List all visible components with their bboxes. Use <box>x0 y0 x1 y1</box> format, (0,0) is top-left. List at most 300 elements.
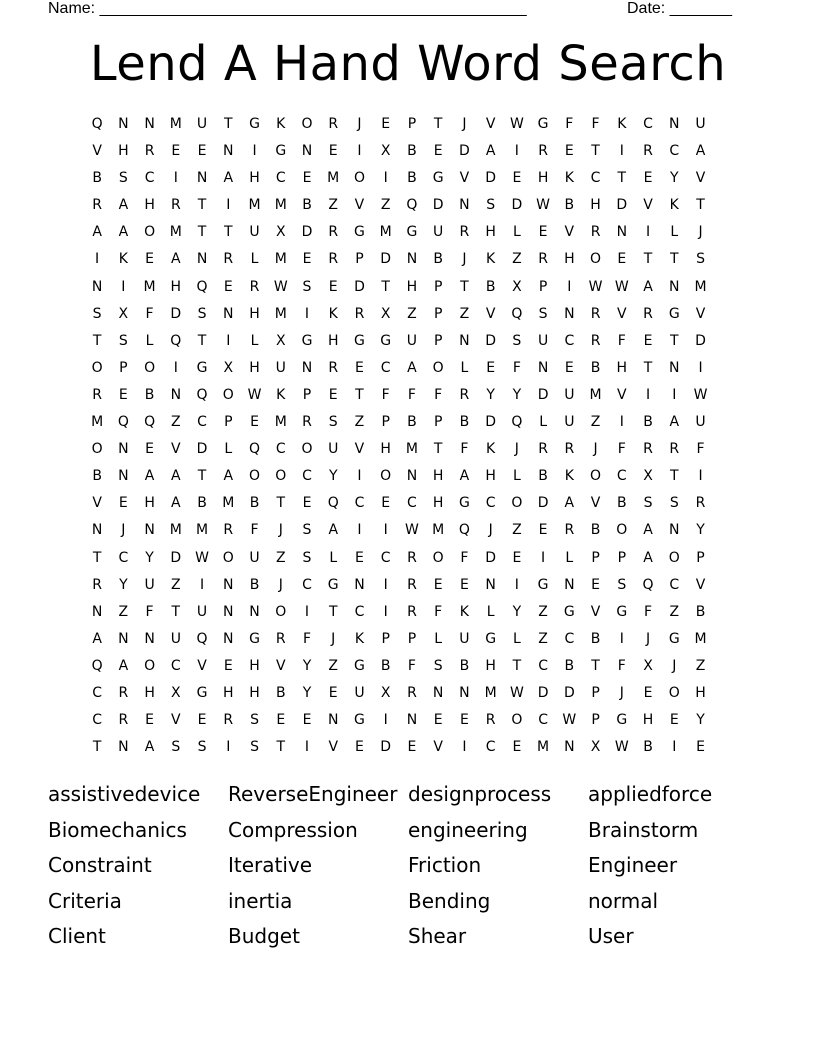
grid-letter: Q <box>511 414 523 431</box>
grid-row <box>84 683 740 710</box>
grid-letter: E <box>407 739 417 756</box>
grid-letter: F <box>407 386 416 403</box>
grid-letter: H <box>170 278 182 295</box>
grid-letter: H <box>432 495 444 512</box>
grid-letter: W <box>273 278 288 295</box>
grid-letter: R <box>118 684 129 701</box>
grid-letter: B <box>643 739 653 756</box>
grid-letter: I <box>383 170 388 187</box>
grid-letter: S <box>433 657 443 674</box>
grid-letter: A <box>223 468 234 485</box>
word-list-item: User <box>588 924 634 949</box>
grid-letter: V <box>433 739 443 756</box>
grid-letter: M <box>169 224 182 241</box>
grid-row <box>84 466 740 493</box>
grid-letter: I <box>462 739 467 756</box>
grid-letter: N <box>537 359 549 376</box>
grid-letter: D <box>485 332 497 349</box>
grid-letter: N <box>669 116 680 132</box>
grid-letter: F <box>302 630 312 647</box>
grid-letter: W <box>588 278 603 295</box>
grid-letter: U <box>144 576 155 593</box>
word-list-item: Engineer <box>588 853 678 878</box>
grid-letter: K <box>564 468 574 485</box>
grid-letter: B <box>485 278 496 295</box>
grid-letter: V <box>354 441 365 458</box>
grid-letter: B <box>407 414 417 431</box>
grid-letter: N <box>118 116 129 132</box>
grid-letter: P <box>591 684 600 701</box>
grid-letter: F <box>696 441 705 458</box>
grid-letter: T <box>92 739 102 756</box>
grid-letter: M <box>143 278 156 295</box>
grid-letter: E <box>118 495 128 512</box>
grid-letter: C <box>538 657 548 674</box>
grid-letter: T <box>276 495 286 512</box>
grid-letter: H <box>144 495 155 512</box>
grid-letter: E <box>328 386 338 403</box>
grid-letter: X <box>380 305 391 322</box>
grid-letter: A <box>223 170 234 187</box>
grid-letter: R <box>669 441 680 458</box>
grid-letter: U <box>433 224 444 241</box>
grid-letter: A <box>171 495 181 512</box>
grid-letter: X <box>643 468 653 485</box>
grid-letter: E <box>223 278 233 295</box>
grid-letter: R <box>407 684 417 701</box>
grid-letter: O <box>144 657 156 674</box>
word-list-item: Brainstorm <box>588 817 699 842</box>
grid-letter: D <box>432 197 444 214</box>
grid-letter: Y <box>486 386 495 403</box>
grid-row <box>84 385 740 412</box>
grid-letter: B <box>538 468 548 485</box>
grid-letter: W <box>195 549 209 566</box>
grid-letter: N <box>223 630 234 647</box>
grid-letter: G <box>563 603 575 620</box>
grid-letter: D <box>170 549 182 566</box>
grid-letter: Y <box>145 549 154 566</box>
grid-letter: T <box>92 332 102 349</box>
grid-letter: T <box>617 170 627 187</box>
word-list-item: Budget <box>228 924 300 949</box>
grid-row <box>84 737 740 764</box>
grid-letter: R <box>459 386 470 403</box>
grid-letter: C <box>92 684 102 701</box>
grid-letter: Z <box>171 414 181 431</box>
grid-letter: B <box>249 576 260 593</box>
grid-letter: E <box>302 251 312 268</box>
grid-letter: T <box>433 441 443 458</box>
grid-letter: Q <box>170 332 182 349</box>
grid-letter: Z <box>328 197 339 214</box>
grid-letter: E <box>223 657 233 674</box>
grid-letter: V <box>92 143 102 160</box>
grid-letter: I <box>95 251 100 268</box>
grid-letter: P <box>696 549 705 566</box>
grid-letter: N <box>196 170 208 187</box>
grid-letter: D <box>196 441 208 458</box>
grid-letter: Z <box>695 657 706 674</box>
grid-letter: N <box>223 576 234 593</box>
grid-letter: V <box>171 441 181 458</box>
grid-letter: B <box>643 414 653 431</box>
grid-letter: P <box>433 332 443 349</box>
grid-letter: H <box>485 468 496 485</box>
grid-letter: S <box>302 278 312 295</box>
grid-letter: P <box>381 630 390 647</box>
grid-letter: L <box>460 359 469 376</box>
grid-letter: N <box>144 630 155 647</box>
grid-letter: C <box>380 549 391 566</box>
grid-letter: R <box>328 359 339 376</box>
grid-letter: G <box>668 305 680 322</box>
grid-letter: I <box>514 143 519 160</box>
grid-letter: B <box>144 386 155 403</box>
grid-letter: R <box>92 386 102 403</box>
grid-letter: N <box>616 224 628 241</box>
grid-letter: E <box>538 522 548 539</box>
grid-letter: U <box>406 332 418 349</box>
grid-letter: D <box>695 332 706 349</box>
grid-letter: X <box>380 143 391 160</box>
grid-letter: P <box>224 414 233 431</box>
grid-letter: R <box>223 251 234 268</box>
grid-letter: B <box>380 657 391 674</box>
grid-letter: M <box>248 197 261 214</box>
grid-letter: P <box>355 251 364 268</box>
grid-letter: Q <box>117 414 129 431</box>
grid-letter: E <box>512 549 522 566</box>
grid-letter: P <box>302 386 312 403</box>
grid-row <box>84 548 740 575</box>
grid-letter: B <box>433 251 443 268</box>
grid-letter: I <box>672 739 677 756</box>
grid-letter: E <box>276 712 286 729</box>
grid-letter: A <box>669 414 680 431</box>
grid-letter: R <box>695 495 706 512</box>
grid-letter: D <box>459 143 470 160</box>
grid-letter: X <box>223 359 234 376</box>
grid-letter: F <box>434 386 443 403</box>
grid-letter: C <box>538 712 548 729</box>
grid-letter: T <box>276 739 286 756</box>
grid-letter: L <box>565 549 574 566</box>
grid-letter: K <box>328 305 338 322</box>
grid-row <box>84 656 740 683</box>
grid-letter: L <box>434 630 443 647</box>
grid-letter: Z <box>590 414 601 431</box>
word-list-item: Compression <box>228 817 358 842</box>
grid-letter: F <box>644 603 653 620</box>
grid-letter: H <box>380 441 391 458</box>
grid-letter: T <box>460 278 469 295</box>
grid-letter: R <box>485 712 496 729</box>
grid-letter: A <box>92 630 102 647</box>
grid-letter: S <box>669 495 679 512</box>
grid-letter: R <box>407 603 417 620</box>
grid-letter: B <box>695 603 706 620</box>
grid-letter: I <box>357 522 362 539</box>
grid-letter: O <box>144 359 156 376</box>
grid-letter: T <box>433 116 443 132</box>
grid-letter: G <box>616 712 628 729</box>
grid-letter: N <box>669 359 680 376</box>
grid-letter: L <box>512 468 521 485</box>
grid-letter: N <box>118 630 129 647</box>
grid-letter: I <box>304 603 310 620</box>
grid-letter: J <box>645 630 651 647</box>
grid-letter: C <box>302 576 312 593</box>
grid-letter: Z <box>328 657 339 674</box>
grid-letter: I <box>645 386 651 403</box>
grid-letter: G <box>196 684 208 701</box>
grid-letter: P <box>591 549 600 566</box>
grid-letter: B <box>92 468 102 485</box>
grid-letter: H <box>249 657 260 674</box>
grid-letter: I <box>252 143 257 160</box>
grid-letter: U <box>354 684 365 701</box>
grid-letter: N <box>301 359 313 376</box>
grid-letter: W <box>536 197 551 214</box>
grid-letter: R <box>144 143 155 160</box>
grid-letter: Q <box>642 576 654 593</box>
grid-letter: Q <box>144 414 156 431</box>
grid-letter: Q <box>196 630 208 647</box>
grid-letter: Q <box>91 116 103 132</box>
grid-letter: I <box>357 143 362 160</box>
grid-letter: Z <box>275 549 286 566</box>
grid-letter: D <box>537 684 549 701</box>
grid-letter: E <box>433 712 443 729</box>
grid-letter: X <box>275 332 286 349</box>
grid-letter: I <box>357 468 362 485</box>
word-list-item: engineering <box>408 817 528 842</box>
grid-letter: S <box>328 414 338 431</box>
grid-letter: C <box>643 116 653 132</box>
grid-letter: R <box>407 549 417 566</box>
grid-letter: S <box>171 739 181 756</box>
grid-letter: I <box>173 170 178 187</box>
grid-letter: H <box>249 170 260 187</box>
grid-letter: D <box>485 170 497 187</box>
grid-letter: K <box>118 251 128 268</box>
grid-letter: E <box>328 143 338 160</box>
grid-letter: C <box>144 170 155 187</box>
grid-letter: N <box>669 522 680 539</box>
grid-letter: B <box>249 495 260 512</box>
grid-letter: D <box>537 386 549 403</box>
grid-letter: J <box>514 441 519 458</box>
grid-letter: V <box>171 712 181 729</box>
grid-letter: R <box>564 522 575 539</box>
grid-letter: M <box>432 522 445 539</box>
grid-letter: E <box>643 684 653 701</box>
grid-row <box>84 304 740 331</box>
grid-letter: Q <box>406 197 418 214</box>
grid-letter: V <box>590 603 601 620</box>
grid-letter: W <box>614 739 629 756</box>
grid-letter: H <box>616 359 628 376</box>
grid-letter: V <box>354 197 365 214</box>
grid-letter: K <box>486 251 496 268</box>
word-list-item: normal <box>588 888 659 913</box>
grid-letter: P <box>433 414 443 431</box>
grid-letter: M <box>274 251 287 268</box>
grid-letter: O <box>91 441 103 458</box>
grid-letter: E <box>591 576 600 593</box>
grid-letter: Q <box>249 441 261 458</box>
grid-letter: Q <box>327 495 339 512</box>
grid-letter: Y <box>512 603 522 620</box>
grid-letter: X <box>380 684 391 701</box>
grid-letter: G <box>406 224 418 241</box>
grid-letter: N <box>91 603 103 620</box>
grid-letter: S <box>617 576 627 593</box>
grid-letter: M <box>222 495 235 512</box>
grid-letter: F <box>617 657 626 674</box>
grid-letter: A <box>695 143 706 160</box>
grid-letter: V <box>485 116 496 132</box>
grid-letter: C <box>354 495 365 512</box>
grid-letter: V <box>564 224 575 241</box>
grid-letter: R <box>538 441 548 458</box>
grid-letter: P <box>407 116 417 132</box>
grid-letter: H <box>564 251 575 268</box>
grid-letter: E <box>145 251 155 268</box>
grid-letter: J <box>672 657 677 674</box>
grid-letter: C <box>669 143 680 160</box>
grid-letter: B <box>590 630 601 647</box>
grid-letter: F <box>381 386 390 403</box>
grid-letter: I <box>304 305 310 322</box>
grid-letter: R <box>249 278 260 295</box>
grid-row <box>84 629 740 656</box>
grid-letter: G <box>537 576 549 593</box>
grid-letter: D <box>485 414 497 431</box>
grid-letter: S <box>486 197 496 214</box>
grid-letter: U <box>170 630 181 647</box>
grid-letter: S <box>302 522 312 539</box>
grid-letter: G <box>380 332 392 349</box>
grid-letter: O <box>222 549 234 566</box>
grid-letter: A <box>118 224 129 241</box>
grid-letter: R <box>590 305 601 322</box>
grid-letter: E <box>302 170 312 187</box>
grid-letter: C <box>275 170 286 187</box>
grid-letter: D <box>616 197 628 214</box>
grid-letter: R <box>328 251 339 268</box>
grid-letter: T <box>591 143 600 160</box>
word-list-item: inertia <box>228 888 293 913</box>
grid-letter: I <box>173 359 178 376</box>
grid-letter: B <box>92 170 102 187</box>
grid-letter: N <box>118 441 129 458</box>
grid-letter: C <box>590 170 601 187</box>
grid-letter: T <box>197 197 207 214</box>
grid-letter: C <box>380 359 391 376</box>
grid-letter: E <box>328 684 338 701</box>
grid-letter: M <box>537 739 550 756</box>
grid-letter: K <box>486 441 496 458</box>
grid-letter: V <box>459 170 470 187</box>
grid-letter: C <box>669 576 680 593</box>
grid-letter: B <box>590 522 601 539</box>
grid-letter: Y <box>669 170 679 187</box>
grid-letter: R <box>590 332 601 349</box>
grid-letter: A <box>92 224 102 241</box>
grid-letter: Y <box>512 386 522 403</box>
grid-letter: F <box>460 549 469 566</box>
grid-letter: I <box>383 603 388 620</box>
grid-letter: L <box>486 603 495 620</box>
grid-letter: J <box>593 441 598 458</box>
grid-letter: K <box>564 170 574 187</box>
grid-letter: I <box>121 278 126 295</box>
grid-letter: X <box>171 684 181 701</box>
grid-letter: V <box>617 305 627 322</box>
grid-letter: U <box>695 116 706 132</box>
grid-letter: N <box>564 739 575 756</box>
grid-letter: O <box>249 468 261 485</box>
grid-letter: N <box>144 116 155 132</box>
grid-letter: C <box>302 468 312 485</box>
grid-row <box>84 277 740 304</box>
grid-letter: O <box>616 522 628 539</box>
grid-letter: I <box>383 712 388 729</box>
grid-letter: G <box>275 143 287 160</box>
grid-letter: E <box>512 739 522 756</box>
grid-letter: I <box>304 739 310 756</box>
grid-letter: M <box>379 224 392 241</box>
grid-letter: E <box>250 414 259 431</box>
grid-letter: E <box>459 576 469 593</box>
grid-letter: H <box>144 197 155 214</box>
grid-row <box>84 439 740 466</box>
grid-letter: G <box>485 630 497 647</box>
grid-row <box>84 710 740 737</box>
grid-letter: H <box>485 224 496 241</box>
grid-letter: G <box>616 603 628 620</box>
grid-letter: D <box>537 495 549 512</box>
grid-letter: H <box>406 278 418 295</box>
grid-letter: O <box>668 684 680 701</box>
grid-letter: T <box>92 549 102 566</box>
grid-letter: H <box>249 684 260 701</box>
grid-letter: I <box>619 143 624 160</box>
word-list-row <box>48 851 768 887</box>
grid-row <box>84 520 740 547</box>
grid-letter: Z <box>118 603 129 620</box>
grid-letter: M <box>169 116 182 132</box>
grid-letter: E <box>486 359 496 376</box>
grid-letter: G <box>301 332 313 349</box>
grid-letter: A <box>118 197 129 214</box>
grid-letter: T <box>512 657 522 674</box>
grid-letter: D <box>563 684 575 701</box>
grid-letter: N <box>196 251 208 268</box>
grid-letter: E <box>197 712 207 729</box>
grid-letter: R <box>223 712 234 729</box>
grid-letter: C <box>170 657 181 674</box>
grid-letter: M <box>694 630 707 647</box>
grid-letter: J <box>121 522 126 539</box>
grid-letter: P <box>381 414 390 431</box>
grid-letter: X <box>512 278 522 295</box>
grid-letter: L <box>512 224 521 241</box>
grid-letter: T <box>696 197 705 214</box>
grid-letter: M <box>589 386 602 403</box>
